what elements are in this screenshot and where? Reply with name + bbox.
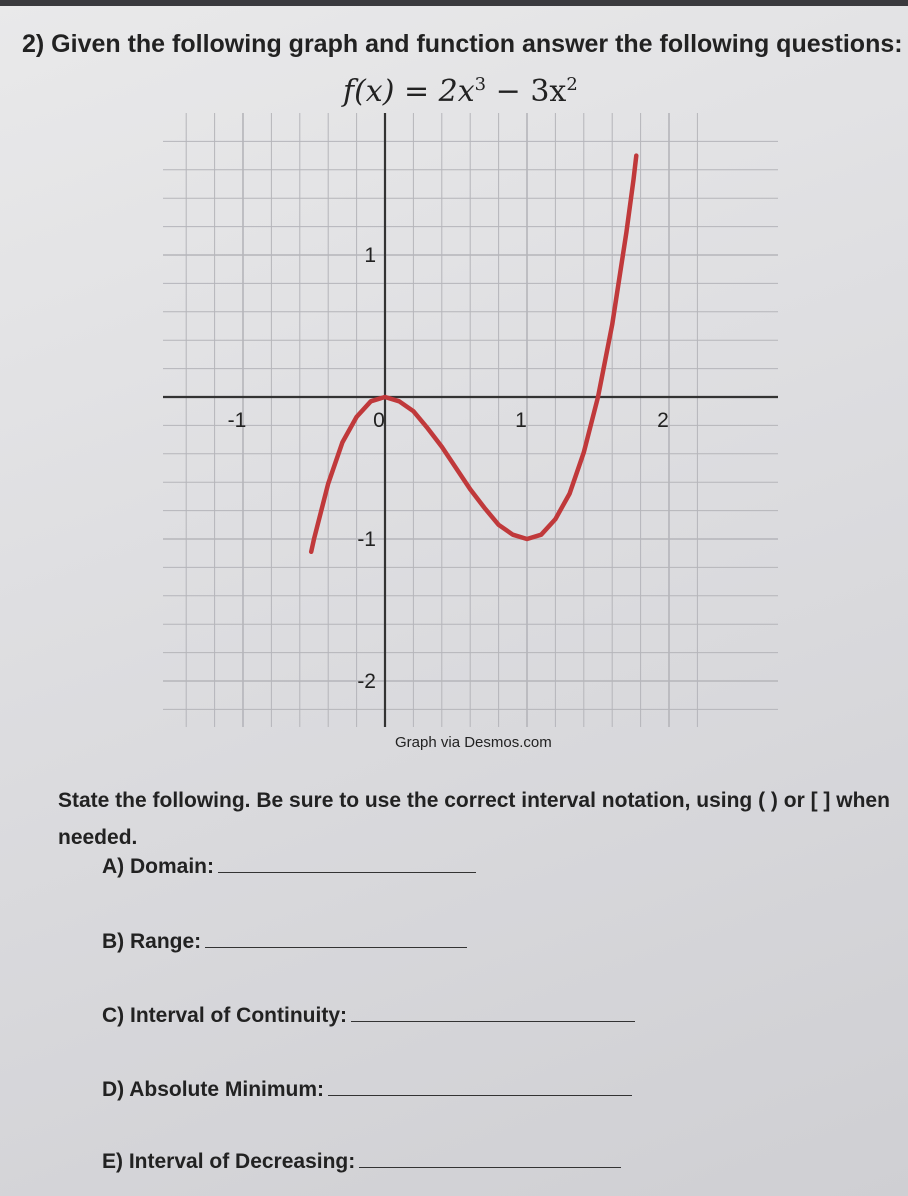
item-domain (102, 852, 476, 879)
item-decreasing (102, 1147, 621, 1174)
continuity-answer-blank[interactable] (351, 1001, 635, 1022)
formula-middle: − 3x (486, 74, 567, 109)
question-heading: 2) Given the following graph and function answer the following questions: (22, 30, 903, 58)
item-domain-label: A) Domain: (102, 855, 214, 878)
y-tick-label: 1 (364, 244, 376, 267)
decreasing-answer-blank[interactable] (359, 1147, 621, 1168)
absolute-minimum-answer-blank[interactable] (328, 1075, 632, 1096)
item-decreasing-label: E) Interval of Decreasing: (102, 1150, 356, 1173)
x-tick-label: 0 (373, 409, 385, 432)
graph-caption: Graph via Desmos.com (395, 734, 552, 751)
range-answer-blank[interactable] (205, 927, 467, 948)
item-absolute-minimum-label: D) Absolute Minimum: (102, 1078, 325, 1101)
y-tick-label: -2 (357, 670, 376, 693)
formula-exponent-2: 2 (566, 74, 578, 95)
function-curve (311, 156, 636, 552)
x-tick-label: -1 (227, 409, 247, 432)
y-tick-label: -1 (357, 528, 376, 551)
item-range (102, 927, 467, 954)
instructions-text: State the following. Be sure to use the correct interval notation, using ( ) or [ ] when needed. (58, 789, 890, 849)
x-tick-label: 1 (515, 409, 527, 432)
domain-answer-blank[interactable] (218, 852, 476, 873)
item-continuity-label: C) Interval of Continuity: (102, 1004, 347, 1027)
formula-exponent-3: 3 (474, 74, 487, 95)
x-tick-label: 2 (657, 409, 669, 432)
formula-prefix: f(x) = 2x (343, 74, 475, 109)
item-range-label: B) Range: (102, 930, 202, 953)
item-continuity (102, 1001, 635, 1028)
item-absolute-minimum (102, 1075, 632, 1102)
